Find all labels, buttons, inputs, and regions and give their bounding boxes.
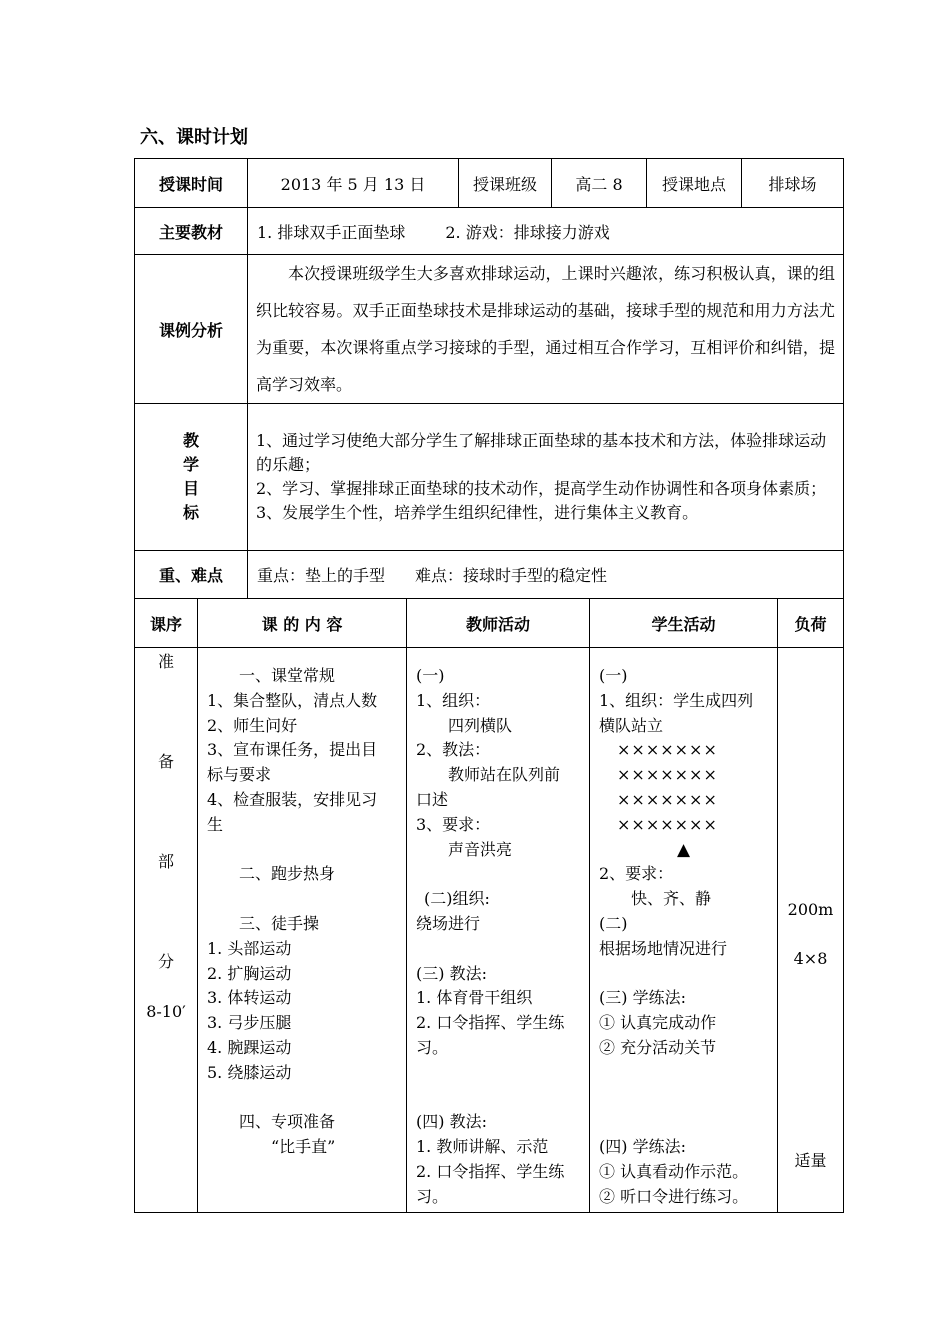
formation-row: ××××××× — [617, 765, 718, 785]
goal-item: 2、学习、掌握排球正面垫球的技术动作，提高学生动作协调性和各项身体素质； — [256, 479, 827, 498]
section-time: 8-10′ — [146, 1002, 186, 1021]
formation-row: ××××××× — [617, 740, 718, 760]
place-value: 排球场 — [742, 159, 844, 208]
col-teacher: 教师活动 — [407, 599, 590, 648]
material-value — [248, 208, 844, 255]
header-row — [135, 159, 844, 208]
difficulty-point: 难点：接球时手型的稳定性 — [415, 566, 608, 585]
key-points-value — [248, 551, 844, 599]
goals-label: 教 学 目 标 — [135, 404, 248, 551]
formation-row: ××××××× — [617, 814, 718, 834]
preparation-row — [135, 648, 844, 1213]
content-cell: 一、课堂常规 1、集合整队，清点人数 2、师生问好 3、宣布课任务，提出目 标与要求 4、检查服装，安排见习 生 二、跑步热身 三、徒手操 1. 头部运动 2. 扩胸运动 3. 体转运动 3. 弓步压腿 4. 腕踝运动 5. 绕膝运动 四、专项准备 “比手直” — [198, 648, 407, 1213]
load-exercise: 4×8 — [793, 949, 828, 968]
teacher-cell: (一) 1、组织： 四列横队 2、教法： 教师站在队列前 口述 3、要求： 声音洪亮 (二)组织: 绕场进行 (三) 教法: 1. 体育骨干组织 2. 口令指挥、学生练 习。 (四) 教法: 1. 教师讲解、示范 2. 口令指挥、学生练 习。 — [407, 648, 590, 1213]
key-point: 重点：垫上的手型 — [257, 566, 386, 585]
class-label: 授课班级 — [459, 159, 552, 208]
col-student: 学生活动 — [590, 599, 778, 648]
load-special: 适量 — [794, 1151, 827, 1170]
formation-row: ××××××× — [617, 789, 718, 809]
load-run: 200m — [787, 900, 834, 919]
material-item-2: 2. 游戏：排球接力游戏 — [445, 222, 610, 242]
load-cell — [778, 648, 844, 1213]
goals-list — [248, 404, 844, 551]
place-label: 授课地点 — [647, 159, 742, 208]
material-item-1: 1. 排球双手正面垫球 — [257, 222, 406, 242]
lesson-info-table — [134, 158, 844, 599]
key-points-row — [135, 551, 844, 599]
goals-row — [135, 404, 844, 551]
material-row — [135, 208, 844, 255]
goal-item: 1、通过学习使绝大部分学生了解排球正面垫球的基本技术和方法，体验排球运动的乐趣； — [256, 431, 827, 474]
col-sequence: 课序 — [135, 599, 198, 648]
analysis-row — [135, 255, 844, 404]
key-points-label: 重、难点 — [135, 551, 248, 599]
time-label: 授课时间 — [135, 159, 248, 208]
section-label: 准 备 部 分 8-10′ — [135, 648, 198, 1213]
lesson-process-table — [134, 598, 844, 1213]
student-cell: (一) 1、组织：学生成四列 横队站立 ××××××× ××××××× ××××××× ××××××× ▲ 2、要求： 快、齐、静 (二) 根据场地情况进行 (三) 学练法: ① 认真完成动作 ② 充分活动关节 (四) 学练法: ① 认真看动作示范。 ② 听口令进行练习。 — [590, 648, 778, 1213]
col-content: 课 的 内 容 — [198, 599, 407, 648]
page-title: 六、课时计划 — [140, 127, 248, 148]
column-header-row — [135, 599, 844, 648]
material-label: 主要教材 — [135, 208, 248, 255]
analysis-label: 课例分析 — [135, 255, 248, 404]
analysis-text: 本次授课班级学生大多喜欢排球运动，上课时兴趣浓，练习积极认真，课的组织比较容易。双手正面垫球技术是排球运动的基础，接球手型的规范和用力方法尤为重要，本次课将重点学习接球的手型，通过相互合作学习，互相评价和纠错，提高学习效率。 — [248, 255, 844, 404]
time-value: 2013 年 5 月 13 日 — [248, 159, 459, 208]
goal-item: 3、发展学生个性，培养学生组织纪律性，进行集体主义教育。 — [256, 503, 699, 522]
class-value: 高二 8 — [552, 159, 647, 208]
col-load: 负荷 — [778, 599, 844, 648]
teacher-position-icon: ▲ — [677, 839, 691, 860]
